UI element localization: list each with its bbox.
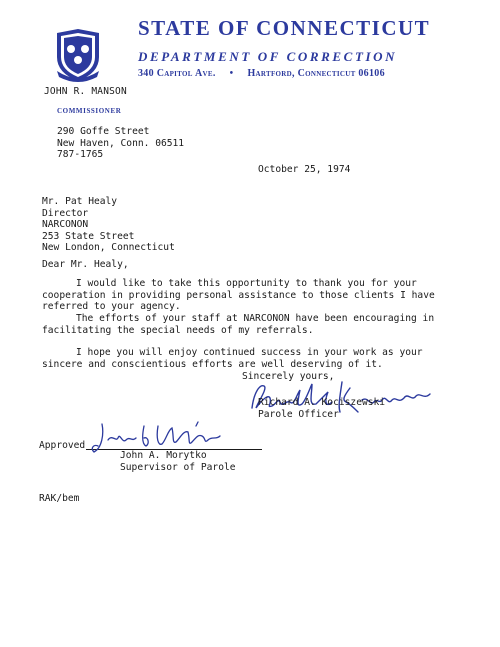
salutation: Dear Mr. Healy, (42, 259, 129, 270)
recipient-title: Director (42, 207, 89, 219)
letterhead-city: Hartford, Connecticut 06106 (247, 68, 385, 79)
sender-address-line: 290 Goffe Street (57, 126, 150, 137)
letterhead-street: 340 Capitol Ave. (138, 68, 216, 79)
letterhead-department: DEPARTMENT OF CORRECTION (138, 49, 398, 64)
closing: Sincerely yours, (242, 371, 335, 382)
recipient-org: NARCONON (42, 219, 89, 231)
commissioner-title: COMMISSIONER (57, 107, 122, 115)
approver-name: John A. Morytko (120, 450, 207, 461)
letterhead-address (138, 68, 385, 79)
approved-label: Approved (39, 440, 86, 451)
recipient-street: 253 State Street (42, 230, 135, 242)
body-paragraph: I would like to take this opportunity to thank you for your cooperation in providing personal assistance to those clients I have referred to your agency. (42, 278, 435, 313)
signer1-block (258, 397, 385, 420)
signer1-title: Parole Officer (258, 408, 339, 420)
approver-title: Supervisor of Parole (120, 461, 236, 473)
state-seal-icon (53, 27, 103, 83)
letterhead-state: STATE OF CONNECTICUT (138, 16, 431, 40)
body-paragraph: The efforts of your staff at NARCONON have been encouraging in facilitating the special needs of my referrals. (42, 313, 435, 336)
body-paragraph: I hope you will enjoy continued success in your work as your sincere and conscientious efforts are well deserving of it. (42, 347, 423, 370)
separator-dot-icon: • (229, 68, 234, 79)
typist-initials: RAK/bem (39, 493, 80, 504)
recipient-address (42, 196, 175, 254)
approver-block (120, 450, 236, 473)
sender-address-line: 787-1765 (57, 149, 104, 161)
sender-address-line: New Haven, Conn. 06511 (57, 137, 185, 149)
letter-date: October 25, 1974 (258, 164, 351, 175)
sender-address (57, 126, 184, 161)
recipient-city: New London, Connecticut (42, 242, 175, 254)
signer1-name: Richard A. Kociszewski (258, 397, 386, 408)
recipient-name: Mr. Pat Healy (42, 196, 118, 207)
commissioner-name: JOHN R. MANSON (44, 86, 127, 97)
